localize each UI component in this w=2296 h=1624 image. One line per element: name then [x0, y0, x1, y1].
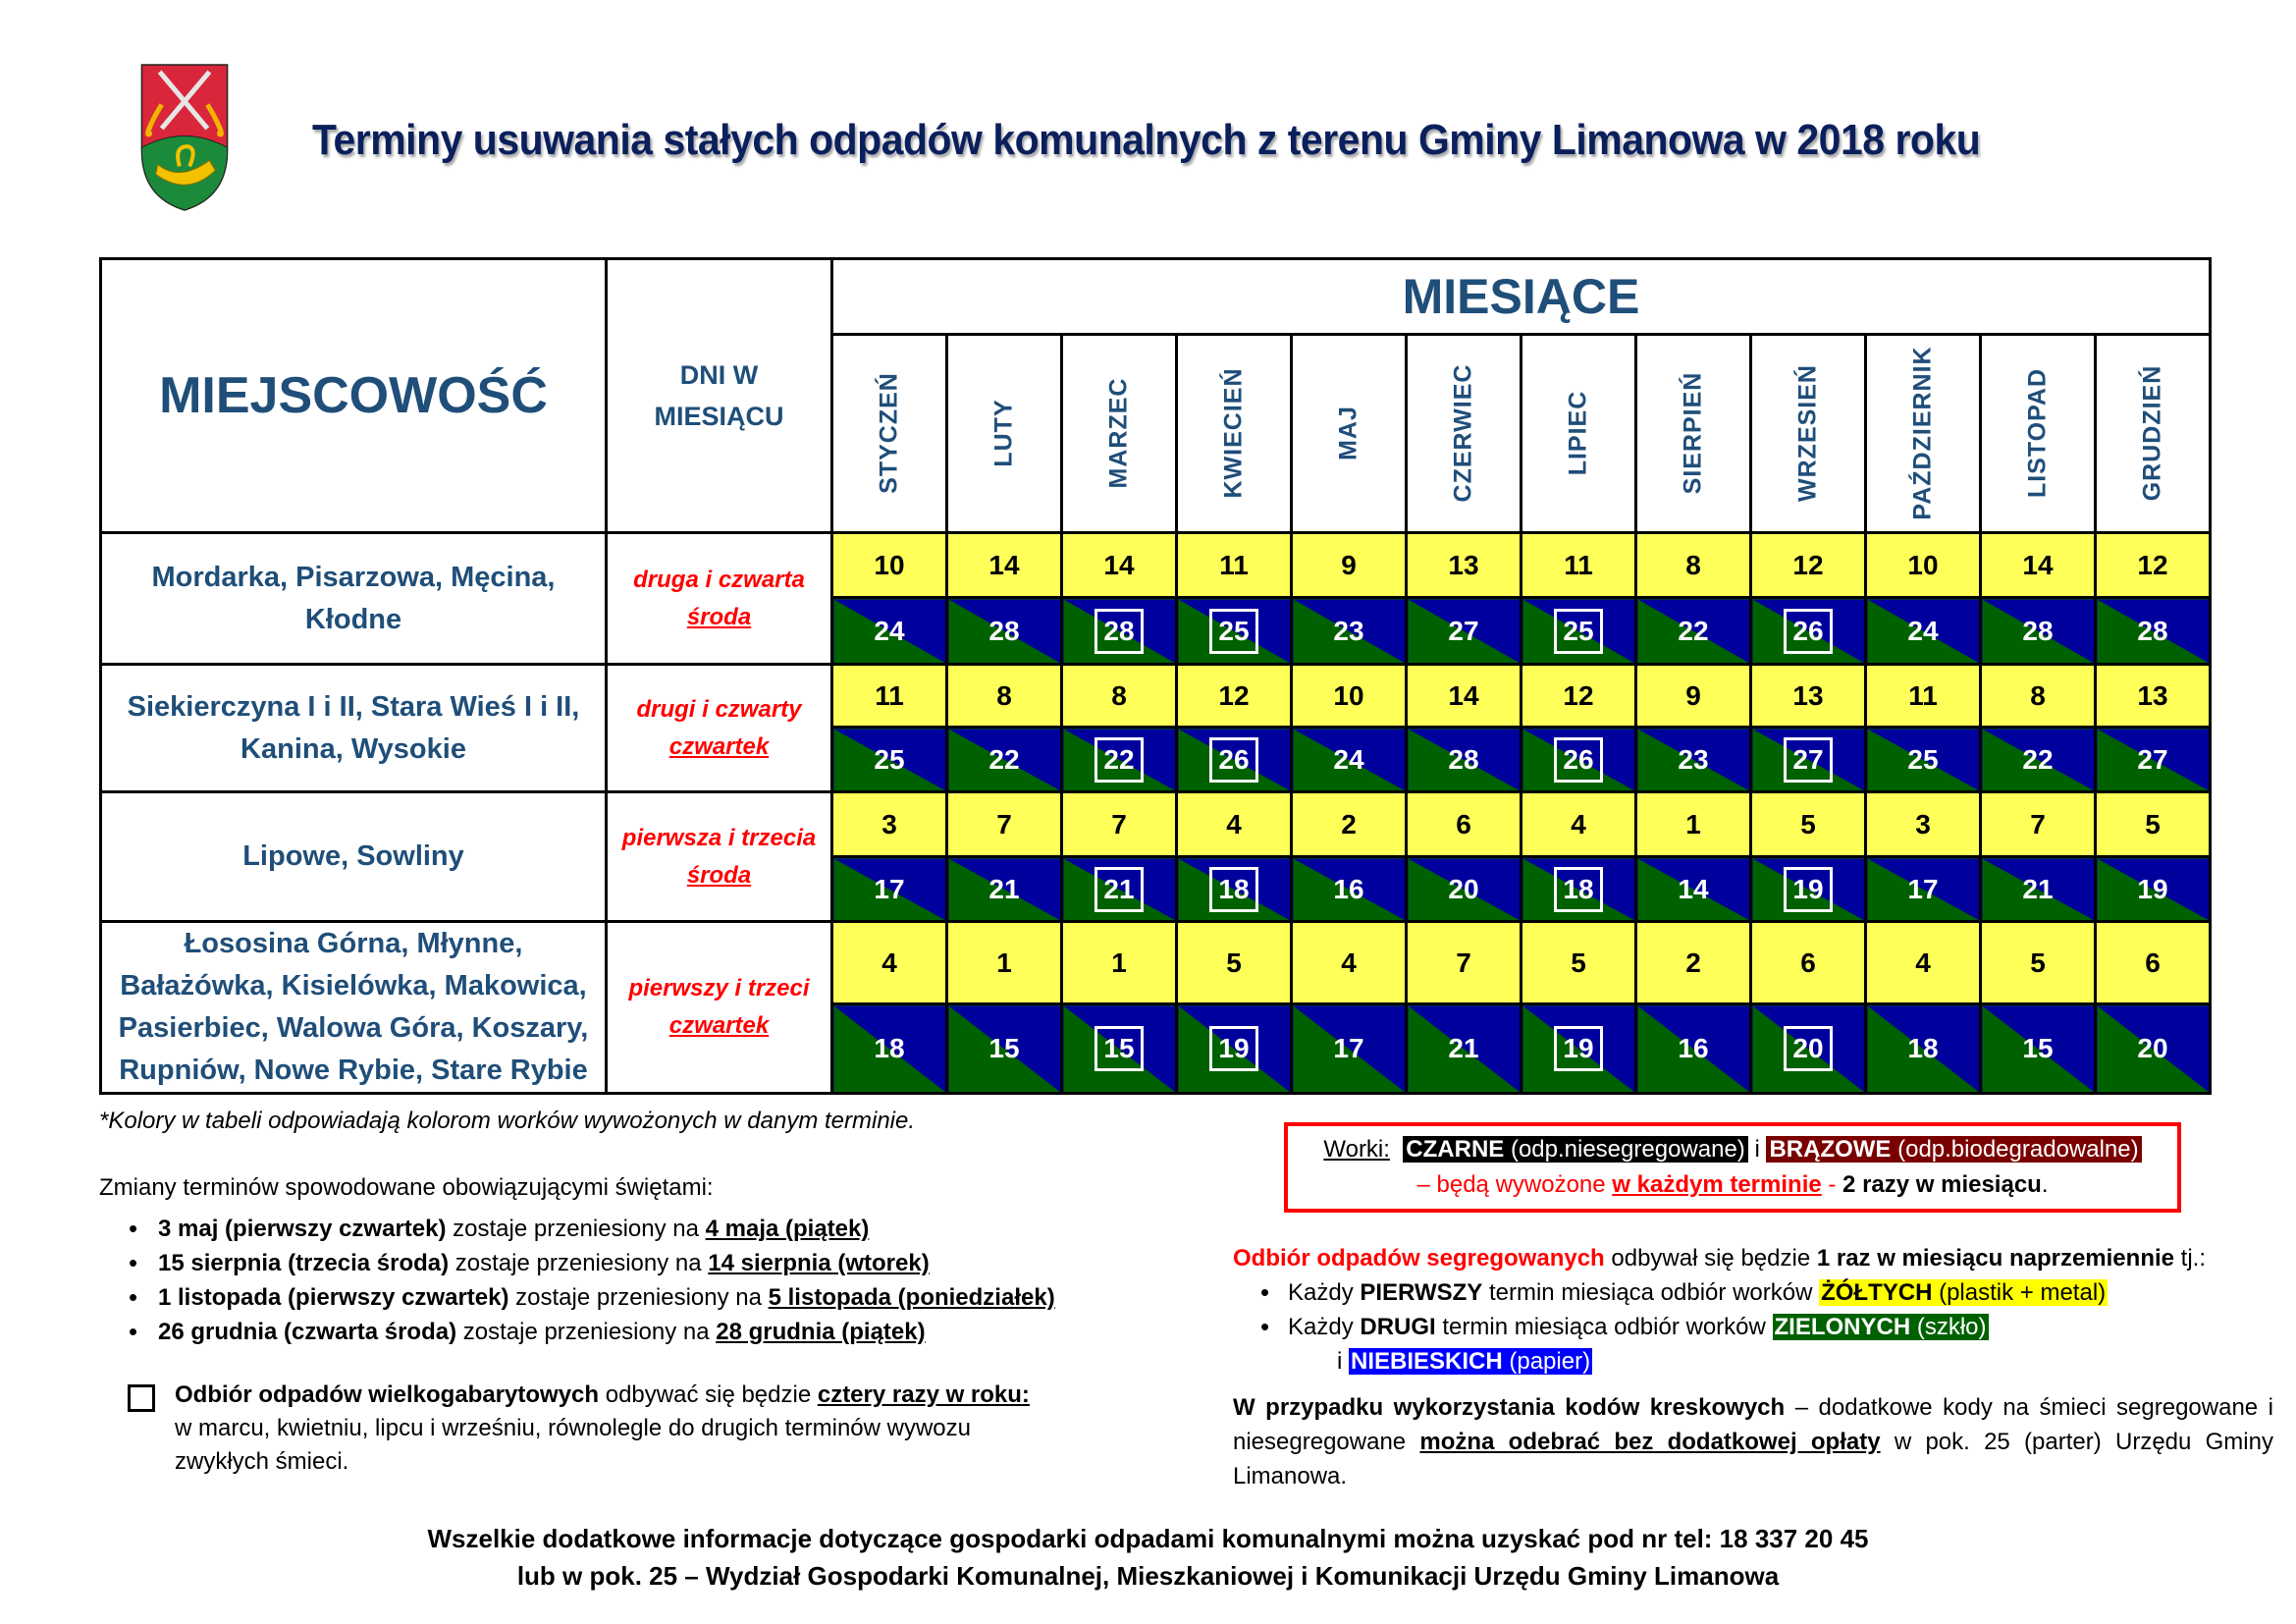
second-date-cell: 21	[1981, 857, 2096, 922]
first-date-cell: 6	[1751, 922, 1866, 1004]
month-header: PAŹDZIERNIK	[1866, 334, 1981, 532]
second-date-cell	[1062, 1004, 1177, 1094]
bulky-pickup-marker: 26	[1784, 609, 1833, 654]
second-date-cell	[1751, 857, 1866, 922]
list-item: • 1 listopada (pierwszy czwartek) zostaje przeniesiony na 5 listopada (poniedziałek)	[99, 1280, 1055, 1315]
second-date-cell: 22	[1636, 598, 1751, 665]
first-date-cell: 10	[1292, 665, 1407, 728]
first-date-cell: 4	[832, 922, 947, 1004]
second-date-cell	[1522, 857, 1636, 922]
second-date-cell	[1177, 1004, 1292, 1094]
first-date-cell: 1	[1636, 792, 1751, 857]
collection-days: pierwszy i trzeci czwartek	[607, 922, 832, 1094]
first-date-cell: 7	[1981, 792, 2096, 857]
second-date-cell: 18	[832, 1004, 947, 1094]
month-header: LUTY	[947, 334, 1062, 532]
first-date-cell: 5	[1751, 792, 1866, 857]
first-date-cell: 13	[2096, 665, 2211, 728]
bulky-pickup-marker: 19	[1784, 867, 1833, 912]
header-months: MIESIĄCE	[832, 259, 2211, 335]
second-date-cell	[1522, 728, 1636, 792]
first-date-cell: 13	[1407, 533, 1522, 598]
table-row	[101, 533, 2211, 598]
first-date-cell: 5	[2096, 792, 2211, 857]
first-date-cell: 7	[1062, 792, 1177, 857]
schedule-table	[99, 257, 2212, 1095]
first-date-cell: 10	[1866, 533, 1981, 598]
first-date-cell: 8	[1062, 665, 1177, 728]
second-date-cell: 23	[1292, 598, 1407, 665]
collection-days: drugi i czwarty czwartek	[607, 665, 832, 792]
first-date-cell: 14	[947, 533, 1062, 598]
month-header: CZERWIEC	[1407, 334, 1522, 532]
bulky-pickup-marker: 26	[1554, 737, 1603, 783]
second-date-cell: 24	[1292, 728, 1407, 792]
second-date-cell: 28	[1981, 598, 2096, 665]
place-names: Siekierczyna I i II, Stara Wieś I i II, Kanina, Wysokie	[101, 665, 607, 792]
second-date-cell: 28	[1407, 728, 1522, 792]
first-date-cell: 1	[1062, 922, 1177, 1004]
first-date-cell: 12	[2096, 533, 2211, 598]
month-header: MARZEC	[1062, 334, 1177, 532]
first-date-cell: 14	[1981, 533, 2096, 598]
header-days: DNI W MIESIĄCU	[607, 259, 832, 533]
first-date-cell: 6	[2096, 922, 2211, 1004]
first-date-cell: 7	[1407, 922, 1522, 1004]
month-header: MAJ	[1292, 334, 1407, 532]
second-date-cell: 28	[947, 598, 1062, 665]
bulky-pickup-marker: 19	[1209, 1026, 1258, 1071]
first-date-cell: 8	[1981, 665, 2096, 728]
changes-heading: Zmiany terminów spowodowane obowiązującymi świętami:	[99, 1174, 714, 1201]
table-row	[101, 922, 2211, 1004]
first-date-cell: 3	[832, 792, 947, 857]
second-date-cell	[1751, 598, 1866, 665]
second-date-cell	[1522, 1004, 1636, 1094]
bulky-pickup-marker: 25	[1554, 609, 1603, 654]
second-date-cell: 21	[1407, 1004, 1522, 1094]
second-date-cell: 15	[1981, 1004, 2096, 1094]
second-date-cell: 19	[2096, 857, 2211, 922]
first-date-cell: 2	[1636, 922, 1751, 1004]
second-date-cell: 17	[832, 857, 947, 922]
second-date-cell: 18	[1866, 1004, 1981, 1094]
second-date-cell	[1062, 598, 1177, 665]
barcodes-info: W przypadku wykorzystania kodów kreskowych – dodatkowe kody na śmieci segregowane i niesegregowane można odebrać bez dodatkowej opłaty w pok. 25 (parter) Urzędu Gminy Limanowa.	[1233, 1394, 2273, 1489]
bulky-pickup-marker: 21	[1095, 867, 1144, 912]
first-date-cell: 12	[1751, 533, 1866, 598]
coat-of-arms-icon	[116, 63, 253, 212]
bulky-pickup-marker: 28	[1095, 609, 1144, 654]
place-names: Łososina Górna, Młynne, Bałażówka, Kisielówka, Makowica, Pasierbiec, Walowa Góra, Koszary, Rupniów, Nowe Rybie, Stare Rybie	[101, 922, 607, 1094]
second-date-cell: 20	[1407, 857, 1522, 922]
second-date-cell: 20	[2096, 1004, 2211, 1094]
second-date-cell: 22	[947, 728, 1062, 792]
second-date-cell: 17	[1292, 1004, 1407, 1094]
first-date-cell: 14	[1062, 533, 1177, 598]
second-date-cell	[1751, 1004, 1866, 1094]
first-date-cell: 11	[832, 665, 947, 728]
segregated-waste-info: Odbiór odpadów segregowanych odbywał się będzie 1 raz w miesiącu naprzemiennie tj.: • Każdy PIERWSZY termin miesiąca odbiór worków ŻÓŁTYCH (plastik + metal) • Każdy DRUGI termin miesiąca odbiór worków ZIELONYCH (szkło) i NIEBIESKICH (papier)	[1233, 1241, 2273, 1379]
first-date-cell: 9	[1636, 665, 1751, 728]
first-date-cell: 4	[1292, 922, 1407, 1004]
second-date-cell: 21	[947, 857, 1062, 922]
first-date-cell: 5	[1981, 922, 2096, 1004]
first-date-cell: 3	[1866, 792, 1981, 857]
list-item: • Każdy PIERWSZY termin miesiąca odbiór worków ŻÓŁTYCH (plastik + metal)	[1233, 1275, 2273, 1310]
second-date-cell	[1062, 728, 1177, 792]
place-names: Lipowe, Sowliny	[101, 792, 607, 922]
first-date-cell: 12	[1177, 665, 1292, 728]
second-date-cell: 24	[832, 598, 947, 665]
second-date-cell	[1177, 598, 1292, 665]
bags-info-box: Worki: CZARNE (odp.niesegregowane) i BRĄZOWE (odp.biodegradowalne) – będą wywożone w każdym terminie - 2 razy w miesiącu.	[1284, 1122, 2181, 1213]
bulky-pickup-marker: 26	[1209, 737, 1258, 783]
month-header: LISTOPAD	[1981, 334, 2096, 532]
first-date-cell: 11	[1177, 533, 1292, 598]
second-date-cell	[1177, 728, 1292, 792]
second-date-cell	[1177, 857, 1292, 922]
header-place: MIEJSCOWOŚĆ	[101, 259, 607, 533]
first-date-cell: 5	[1522, 922, 1636, 1004]
bulky-pickup-marker: 18	[1209, 867, 1258, 912]
first-date-cell: 14	[1407, 665, 1522, 728]
first-date-cell: 4	[1866, 922, 1981, 1004]
month-header: KWIECIEŃ	[1177, 334, 1292, 532]
month-header: LIPIEC	[1522, 334, 1636, 532]
bulky-pickup-marker: 18	[1554, 867, 1603, 912]
bulky-pickup-marker: 25	[1209, 609, 1258, 654]
place-names: Mordarka, Pisarzowa, Męcina, Kłodne	[101, 533, 607, 665]
second-date-cell: 25	[832, 728, 947, 792]
first-date-cell: 1	[947, 922, 1062, 1004]
first-date-cell: 2	[1292, 792, 1407, 857]
first-date-cell: 5	[1177, 922, 1292, 1004]
second-date-cell: 25	[1866, 728, 1981, 792]
second-date-cell: 27	[1407, 598, 1522, 665]
month-header: GRUDZIEŃ	[2096, 334, 2211, 532]
bulky-waste-notice: Odbiór odpadów wielkogabarytowych odbywać się będzie cztery razy w roku: w marcu, kwietniu, lipcu i wrześniu, równolegle do drugich terminów wywozu zwykłych śmieci.	[128, 1379, 1070, 1479]
first-date-cell: 11	[1866, 665, 1981, 728]
bulky-pickup-marker: 22	[1095, 737, 1144, 783]
second-date-cell: 15	[947, 1004, 1062, 1094]
second-date-cell: 17	[1866, 857, 1981, 922]
first-date-cell: 8	[947, 665, 1062, 728]
table-row	[101, 792, 2211, 857]
second-date-cell	[1522, 598, 1636, 665]
collection-days: pierwsza i trzecia środa	[607, 792, 832, 922]
list-item: • 3 maj (pierwszy czwartek) zostaje przeniesiony na 4 maja (piątek)	[99, 1212, 1055, 1246]
second-date-cell: 23	[1636, 728, 1751, 792]
footer-contact: Wszelkie dodatkowe informacje dotyczące gospodarki odpadami komunalnymi można uzyskać pod nr tel: 18 337 20 45 lub w pok. 25 – Wydział Gospodarki Komunalnej, Mieszkaniowej i Komunikacji Urzędu Gminy Limanowa	[427, 1524, 1869, 1591]
first-date-cell: 10	[832, 533, 947, 598]
collection-days: druga i czwarta środa	[607, 533, 832, 665]
table-row	[101, 665, 2211, 728]
month-header: SIERPIEŃ	[1636, 334, 1751, 532]
month-header: STYCZEŃ	[832, 334, 947, 532]
second-date-cell	[1062, 857, 1177, 922]
first-date-cell: 7	[947, 792, 1062, 857]
second-date-cell: 22	[1981, 728, 2096, 792]
list-item: • 15 sierpnia (trzecia środa) zostaje przeniesiony na 14 sierpnia (wtorek)	[99, 1246, 1055, 1280]
second-date-cell: 27	[2096, 728, 2211, 792]
bulky-pickup-marker: 19	[1554, 1026, 1603, 1071]
holiday-changes	[99, 1174, 1055, 1349]
second-date-cell: 24	[1866, 598, 1981, 665]
bulky-pickup-marker: 20	[1784, 1026, 1833, 1071]
page-title: Terminy usuwania stałych odpadów komunalnych z terenu Gminy Limanowa w 2018 roku	[312, 116, 1981, 164]
first-date-cell: 11	[1522, 533, 1636, 598]
second-date-cell	[1751, 728, 1866, 792]
color-note: *Kolory w tabeli odpowiadają kolorom worków wywożonych w danym terminie.	[99, 1108, 916, 1134]
first-date-cell: 8	[1636, 533, 1751, 598]
list-item: • Każdy DRUGI termin miesiąca odbiór worków ZIELONYCH (szkło)	[1233, 1310, 2273, 1344]
checkbox-icon	[128, 1384, 155, 1412]
first-date-cell: 4	[1522, 792, 1636, 857]
first-date-cell: 4	[1177, 792, 1292, 857]
bulky-pickup-marker: 27	[1784, 737, 1833, 783]
second-date-cell: 16	[1636, 1004, 1751, 1094]
bulky-pickup-marker: 15	[1095, 1026, 1144, 1071]
first-date-cell: 12	[1522, 665, 1636, 728]
list-item: • 26 grudnia (czwarta środa) zostaje przeniesiony na 28 grudnia (piątek)	[99, 1315, 1055, 1349]
second-date-cell: 28	[2096, 598, 2211, 665]
month-header: WRZESIEŃ	[1751, 334, 1866, 532]
first-date-cell: 6	[1407, 792, 1522, 857]
second-date-cell: 16	[1292, 857, 1407, 922]
first-date-cell: 9	[1292, 533, 1407, 598]
second-date-cell: 14	[1636, 857, 1751, 922]
first-date-cell: 13	[1751, 665, 1866, 728]
